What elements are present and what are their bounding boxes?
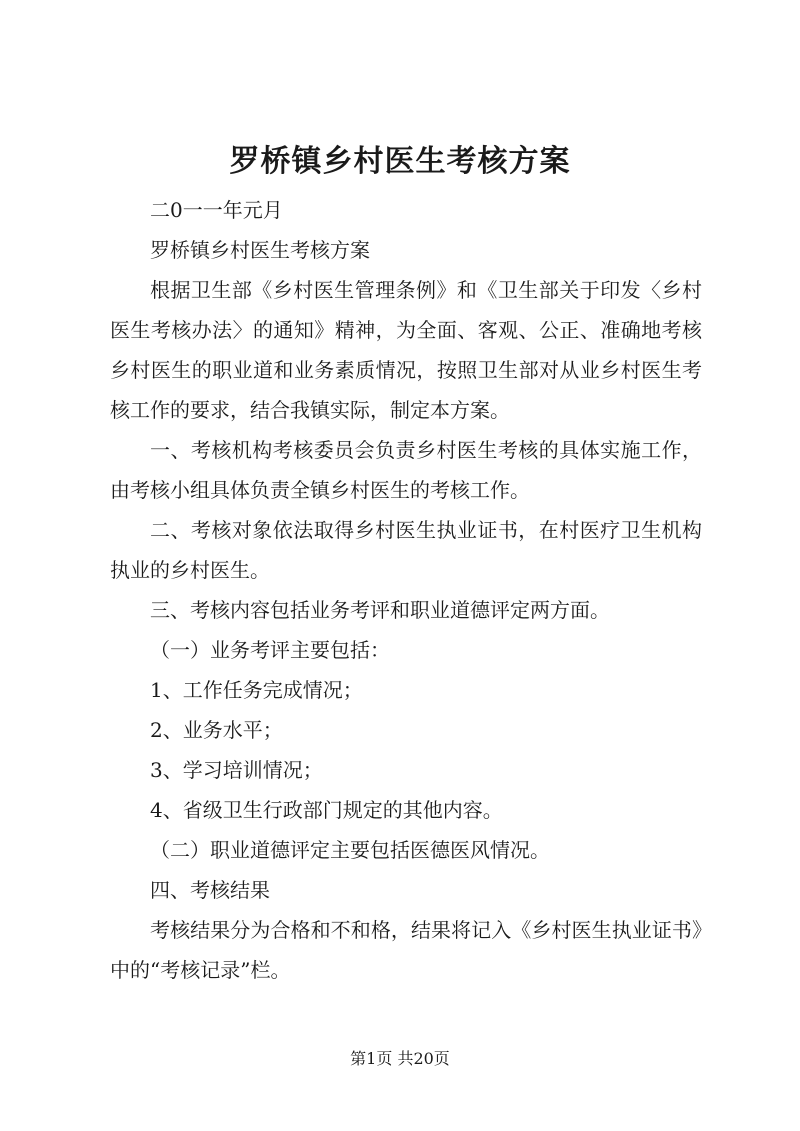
section-2-paragraph: 二、考核对象依法取得乡村医生执业证书，在村医疗卫生机构执业的乡村医生。 [110, 518, 702, 582]
section-1-paragraph: 一、考核机构考核委员会负责乡村医生考核的具体实施工作，由考核小组具体负责全镇乡村医生的考核工作。 [110, 438, 702, 502]
list-item-1: 1、工作任务完成情况； [150, 678, 363, 702]
document-body [110, 190, 702, 990]
intro-paragraph: 根据卫生部《乡村医生管理条例》和《卫生部关于印发〈乡村医生考核办法〉的通知》精神，为全面、客观、公正、准确地考核乡村医生的职业道和业务素质情况，按照卫生部对从业乡村医生考核工作的要求，结合我镇实际，制定本方案。 [110, 278, 702, 422]
section-4-heading: 四、考核结果 [150, 878, 270, 902]
page-number-footer: 第1页 共20页 [350, 1049, 450, 1068]
document-title: 罗桥镇乡村医生考核方案 [229, 144, 571, 179]
subtitle-line: 罗桥镇乡村医生考核方案 [150, 238, 370, 262]
list-item-3: 3、学习培训情况； [150, 758, 323, 782]
result-paragraph: 考核结果分为合格和不和格，结果将记入《乡村医生执业证书》中的“考核记录”栏。 [110, 918, 702, 982]
section-3-paragraph: 三、考核内容包括业务考评和职业道德评定两方面。 [150, 598, 610, 622]
subsection-2-paragraph: （二）职业道德评定主要包括医德医风情况。 [150, 838, 550, 862]
subsection-1-heading: （一）业务考评主要包括： [150, 638, 390, 662]
date-line: 二0一一年元月 [150, 198, 283, 222]
list-item-4: 4、省级卫生行政部门规定的其他内容。 [150, 798, 503, 822]
list-item-2: 2、业务水平； [150, 718, 283, 742]
